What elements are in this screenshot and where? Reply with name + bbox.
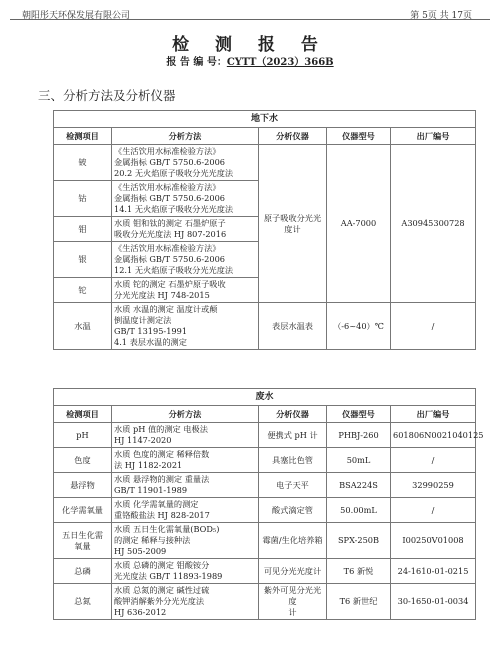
method-cell: 《生活饮用水标准检验方法》 金属指标 GB/T 5750.6-2006 12.1 无火焰原子吸收分光光度法 bbox=[112, 242, 259, 278]
model-cell: 50mL bbox=[327, 448, 391, 473]
serial-cell: 601806N0021040125 bbox=[391, 423, 476, 448]
table-row bbox=[54, 498, 476, 523]
method-cell: 水质 总磷的测定 钼酸铵分 光光度法 GB/T 11893-1989 bbox=[112, 559, 259, 584]
item-cell: 总氮 bbox=[54, 584, 112, 620]
item-cell: 悬浮物 bbox=[54, 473, 112, 498]
table-row bbox=[54, 559, 476, 584]
item-cell: 色度 bbox=[54, 448, 112, 473]
serial-cell: 30-1650-01-0034 bbox=[391, 584, 476, 620]
col-model: 仪器型号 bbox=[327, 128, 391, 145]
page-info: 第 5页 共 17页 bbox=[410, 11, 472, 21]
item-cell: 总磷 bbox=[54, 559, 112, 584]
instrument-cell: 霉菌/生化培养箱 bbox=[259, 523, 327, 559]
item-cell: 水温 bbox=[54, 303, 112, 350]
instrument-cell: 酸式滴定管 bbox=[259, 498, 327, 523]
company-name: 朝阳彤天环保发展有限公司 bbox=[22, 11, 131, 21]
serial-cell: / bbox=[391, 303, 476, 350]
item-cell: 铍 bbox=[54, 145, 112, 181]
col-instrument: 分析仪器 bbox=[259, 406, 327, 423]
report-number-label: 报 告 编 号： bbox=[166, 57, 227, 68]
col-item: 检测项目 bbox=[54, 406, 112, 423]
serial-cell: / bbox=[391, 498, 476, 523]
table-row bbox=[54, 448, 476, 473]
instrument-cell: 具塞比色管 bbox=[259, 448, 327, 473]
groundwater-table bbox=[53, 110, 476, 350]
instrument-cell: 便携式 pH 计 bbox=[259, 423, 327, 448]
instrument-cell: 紫外可见分光光度 计 bbox=[259, 584, 327, 620]
col-instrument: 分析仪器 bbox=[259, 128, 327, 145]
serial-cell: 24-1610-01-0215 bbox=[391, 559, 476, 584]
serial-cell: A30945300728 bbox=[391, 145, 476, 303]
report-number-value: CYTT（2023）366B bbox=[226, 57, 334, 68]
serial-cell: 32990259 bbox=[391, 473, 476, 498]
model-cell: T6 新悦 bbox=[327, 559, 391, 584]
method-cell: 《生活饮用水标准检验方法》 金属指标 GB/T 5750.6-2006 14.1 无火焰原子吸收分光光度法 bbox=[112, 181, 259, 217]
table-row bbox=[54, 303, 476, 350]
col-item: 检测项目 bbox=[54, 128, 112, 145]
model-cell: SPX-250B bbox=[327, 523, 391, 559]
instrument-cell: 原子吸收分光光度计 bbox=[259, 145, 327, 303]
col-serial: 出厂编号 bbox=[391, 128, 476, 145]
method-cell: 水质 悬浮物的测定 重量法 GB/T 11901-1989 bbox=[112, 473, 259, 498]
method-cell: 水质 色度的测定 稀释倍数 法 HJ 1182-2021 bbox=[112, 448, 259, 473]
model-cell: （-6~40）℃ bbox=[327, 303, 391, 350]
table-row bbox=[54, 145, 476, 181]
col-method: 分析方法 bbox=[112, 128, 259, 145]
groundwater-header-row bbox=[54, 128, 476, 145]
model-cell: PHBJ-260 bbox=[327, 423, 391, 448]
page-header bbox=[10, 4, 490, 20]
serial-cell: / bbox=[391, 448, 476, 473]
model-cell: AA-7000 bbox=[327, 145, 391, 303]
method-cell: 水质 水温的测定 温度计或颠 倒温度计测定法 GB/T 13195-1991 4.1 表层水温的测定 bbox=[112, 303, 259, 350]
table-row bbox=[54, 473, 476, 498]
table-row bbox=[54, 523, 476, 559]
method-cell: 水质 铊的测定 石墨炉原子吸收 分光光度法 HJ 748-2015 bbox=[112, 278, 259, 303]
method-cell: 水质 五日生化需氧量(BOD₅) 的测定 稀释与接种法 HJ 505-2009 bbox=[112, 523, 259, 559]
col-serial: 出厂编号 bbox=[391, 406, 476, 423]
wastewater-header-row bbox=[54, 406, 476, 423]
instrument-cell: 表层水温表 bbox=[259, 303, 327, 350]
method-cell: 水质 化学需氧量的测定 重铬酸盐法 HJ 828-2017 bbox=[112, 498, 259, 523]
method-cell: 水质 pH 值的测定 电极法 HJ 1147-2020 bbox=[112, 423, 259, 448]
item-cell: 五日生化需 氧量 bbox=[54, 523, 112, 559]
col-method: 分析方法 bbox=[112, 406, 259, 423]
model-cell: 50.00mL bbox=[327, 498, 391, 523]
report-number bbox=[0, 53, 500, 68]
wastewater-title: 废水 bbox=[54, 389, 476, 406]
instrument-cell: 可见分光光度计 bbox=[259, 559, 327, 584]
instrument-cell: 电子天平 bbox=[259, 473, 327, 498]
header-divider bbox=[10, 19, 490, 20]
model-cell: T6 新世纪 bbox=[327, 584, 391, 620]
table-row bbox=[54, 423, 476, 448]
item-cell: 钼 bbox=[54, 217, 112, 242]
page-title: 检 测 报 告 bbox=[172, 35, 328, 55]
item-cell: 化学需氧量 bbox=[54, 498, 112, 523]
col-model: 仪器型号 bbox=[327, 406, 391, 423]
item-cell: pH bbox=[54, 423, 112, 448]
section-title: 三、分析方法及分析仪器 bbox=[38, 88, 176, 103]
method-cell: 水质 钼和钛的测定 石墨炉原子 吸收分光光度法 HJ 807-2016 bbox=[112, 217, 259, 242]
item-cell: 银 bbox=[54, 242, 112, 278]
wastewater-table bbox=[53, 388, 484, 620]
serial-cell: I00250V01008 bbox=[391, 523, 476, 559]
groundwater-title: 地下水 bbox=[54, 111, 476, 128]
item-cell: 钴 bbox=[54, 181, 112, 217]
method-cell: 水质 总氮的测定 碱性过硫 酸钾消解紫外分光光度法 HJ 636-2012 bbox=[112, 584, 259, 620]
model-cell: BSA224S bbox=[327, 473, 391, 498]
item-cell: 铊 bbox=[54, 278, 112, 303]
table-row bbox=[54, 584, 476, 620]
method-cell: 《生活饮用水标准检验方法》 金属指标 GB/T 5750.6-2006 20.2 无火焰原子吸收分光光度法 bbox=[112, 145, 259, 181]
